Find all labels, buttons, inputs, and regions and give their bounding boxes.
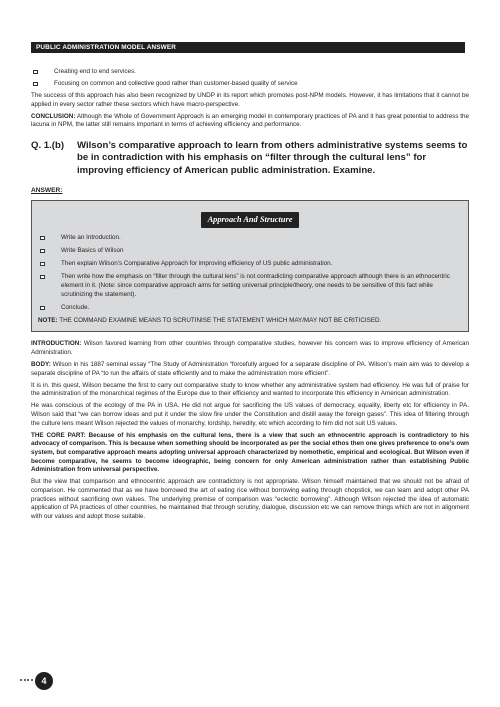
ecology-paragraph: He was conscious of the ecology of the PA in USA. He did not argue for sacrificing the US values of democracy, equality, liberty etc for efficiency in PA. Wilson said that “we can borrow ideas and put it under the slow fire under the Constitution and distill away the foreign gases”. This idea of filtering through the culture lens meant Wilson rejected the values of monarchy, lordship, heredity, etc which according to him did not suit US values. [31,402,469,427]
note-lead: NOTE: [38,316,58,324]
approach-item-text: Then write how the emphasis on “filter through the cultural lens” is not contradicting comparative approach although there is an ethnocentric element in it. (Note: since comparative approach aims for setting universal principle/theory, one needs to be sensitive of this fact while scrutinizing the statement). [61,273,450,298]
conclusion-paragraph [31,113,469,130]
approach-item-text: Then explain Wilson’s Comparative Approach for improving efficiency of US public administration. [61,260,333,268]
approach-item-text: Write Basics of Wilson [61,247,124,255]
checkbox-bullet-icon [40,249,45,253]
introduction-lead: INTRODUCTION: [31,340,82,348]
checkbox-bullet-icon [33,70,38,74]
approach-title: Approach And Structure [201,212,300,228]
intro-bullet [31,80,469,89]
page-number-badge [35,672,53,690]
conclusion-lead: CONCLUSION: [31,112,76,120]
note-text: THE COMMAND EXAMINE MEANS TO SCRUTINISE THE STATEMENT WHICH MAY/MAY NOT BE CRITICISED. [57,316,382,324]
checkbox-bullet-icon [40,262,45,266]
body-lead: BODY: [31,361,51,369]
approach-item [38,234,462,243]
approach-item-text: Conclude. [61,303,90,311]
header-title: PUBLIC ADMINISTRATION MODEL ANSWER [36,44,177,51]
approach-structure-box [31,200,469,332]
approach-item [38,273,462,299]
question-text: Wilson’s comparative approach to learn from others administrative systems seems to be in contradiction with his emphasis on “filter through the cultural lens” for improving efficiency of American public administration. Examine. [77,139,468,176]
intro-bullet-text: Focusing on common and collective good rather than customer-based quality of service [54,79,298,87]
conclusion-text: Although the Whole of Government Approach is an emerging model in contemporary practices of PA and it has great potential to address the lacuna in NPM, the latter still remains important in terms of achieving efficiency and performance. [31,112,469,129]
body-paragraph [31,361,469,378]
core-part-paragraph [31,432,469,476]
approach-note [38,317,462,326]
approach-item-text: Write an Introduction. [61,234,121,242]
approach-item [38,304,462,313]
final-paragraph: But the view that comparison and ethnocentric approach are contradictory is not appropriate. Wilson himself maintained that we should not be afraid of comparison. He commented that as we have borrowed the art of eating rice without borrowing eating through chopstick, we can learn and adopt other PA practices without sacrificing own values. The underlying premise of comparison was “eclectic borrowing”. Although Wilson rejected the idea of automatic application of PA practices of other countries, he maintained that through scrutiny, dialogue, discussion etc we can remove things which are not in alignment with our values and adopt those suitable. [31,478,469,521]
core-text: Because of his emphasis on the cultural lens, there is a view that such an ethnocentric approach is contradictory to his advocacy of comparison. This is because when something should be incorporated as per the social ethos then one gives preference to one’s own system, but comparative approach means adopting universal approach characterized by nomothetic, empirical and ecological. But Wilson even if become comparative, he seems to become ideographic, being concern for only American administration rather than establishing Public Administration from universal perspective. [31,431,470,474]
checkbox-bullet-icon [40,275,45,279]
approach-item [38,260,462,269]
comparative-study-paragraph: It is in. this quest, Wilson became the first to carry out comparative study to know whether any administrative system had efficiency. He was full of praise for the administration of the monarchical regimes of the Europe due to their efficiency and wanted to incorporate this efficiency in American administration. [31,381,469,398]
question-label: Q. 1.(b) [31,139,65,151]
core-lead: THE CORE PART: [31,431,86,439]
answer-label: ANSWER: [31,187,63,195]
checkbox-bullet-icon [33,82,38,86]
intro-bullet [31,68,469,77]
page-number: 4 [41,676,47,686]
footer-dots-decoration [20,679,34,682]
approach-item [38,247,462,256]
question-heading [31,140,469,177]
body-text: Wilson in his 1887 seminal essay “The Study of Administration “forcefully argued for a separate discipline of PA. Wilson’s main aim was to develop a separate discipline of PA “to run the affairs of state efficiently and to make the administration more efficient”. [31,361,469,377]
checkbox-bullet-icon [40,306,45,310]
intro-bullet-text: Creating end to end services. [54,68,136,75]
introduction-text: Wilson favored learning from other countries through comparative studies, however his concern was to improve efficiency of American Administration. [31,340,469,357]
page-content [31,68,469,525]
undp-paragraph: The success of this approach has also been recognized by UNDP in its report which promotes post-NPM models. However, it has limitations that it cannot be applied in every sector rather these sectors which have macro-perspective. [31,91,469,108]
page-header-bar [31,42,465,53]
checkbox-bullet-icon [40,236,45,240]
introduction-paragraph [31,340,469,357]
approach-title-wrap [38,209,462,228]
